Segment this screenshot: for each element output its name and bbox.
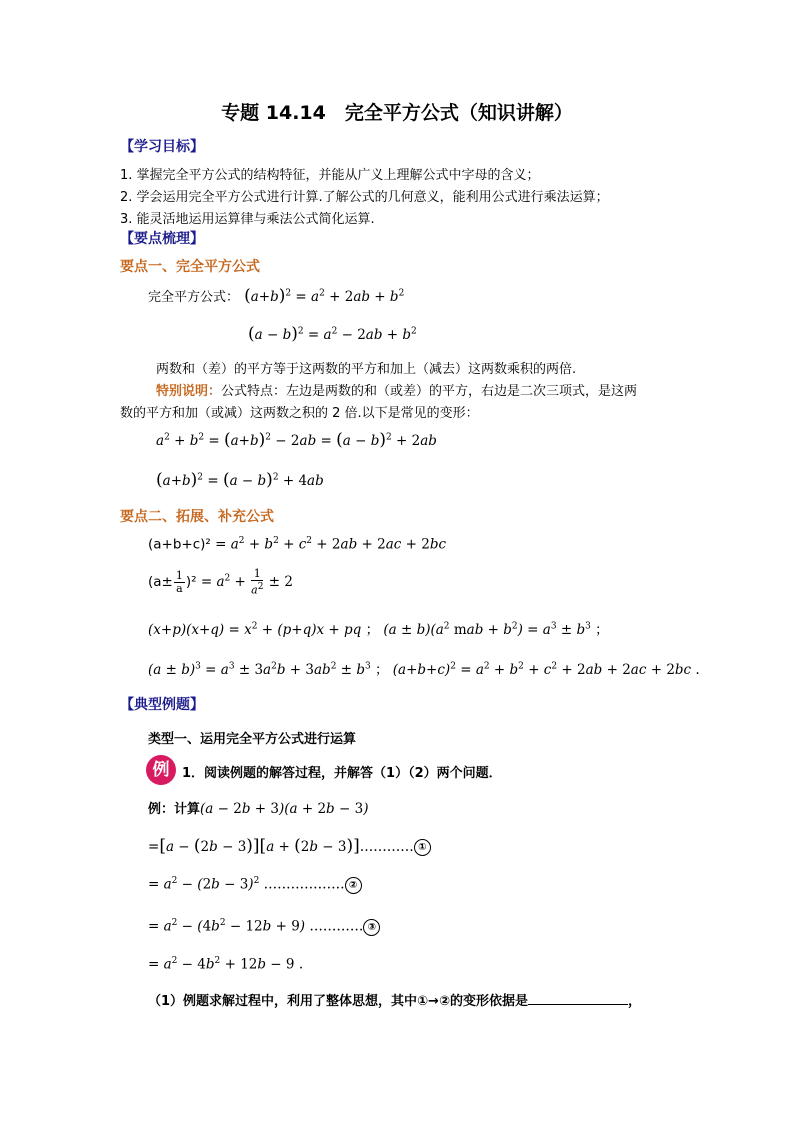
special-note-text-1: 公式特点：左边是两数的和（或差）的平方，右边是二次三项式，是这两 [221,384,638,399]
page-title: 专题 14.14 完全平方公式（知识讲解） [221,102,573,124]
formula-sum-expression: $(a+b)^2 = a^2 + 2ab + b^2$ [244,286,405,306]
points-heading: 【要点梳理】 [120,231,204,247]
fraction-one-over-a-squared: $\frac{1}{a^2}$ [251,567,264,597]
special-note-label: 特别说明： [156,384,222,399]
step-marker-3: ③ [363,919,380,936]
goals-heading: 【学习目标】 [120,139,204,155]
special-note-line-2: 数的平方和加（或减）这两数之积的 2 倍.以下是常见的变形： [120,406,479,421]
examples-heading: 【典型例题】 [120,697,204,713]
goal-item-3: 3. 能灵活地运用运算律与乘法公式简化运算. [120,212,375,227]
ext-formula-2: (a± $\frac{1}{a}$ )$^2 = a^2$ + $\frac{1}{a^2}$ ± 2 [148,567,293,597]
example-problem [148,798,368,817]
type1-heading: 类型一、运用完全平方公式进行运算 [148,732,357,747]
answer-blank[interactable] [528,992,628,1005]
question-1 [148,990,641,1009]
goal-item-1: 1. 掌握完全平方公式的结构特征，并能从广义上理解公式中字母的含义； [120,168,540,183]
question-1-end: ， [627,994,641,1009]
example-label: 例：计算 [148,802,201,817]
goal-item-2: 2. 学会运用完全平方公式进行计算.了解公式的几何意义，能利用公式进行乘法运算； [120,190,609,205]
example-badge: 例 [146,755,176,785]
ext-formula-3: $(x+p)(x+q) = x^2 + (p+q)x$ + pq ； $(a \pm b)(a^2$ mab + $b^2) = a^3 \pm b^3$ ； [148,621,609,638]
solution-step-1: =[a − (2b − 3)][a + (2b − 3)]………… ① [148,836,431,856]
variant-formula-2: $(a+b)^2 = (a - b)^2 + 4ab$ [156,470,324,490]
step-marker-1: ① [414,839,431,856]
solution-step-4: = $a^2 - 4b^2 + 12b - 9$ . [148,956,304,973]
formula-label: 完全平方公式： [148,290,240,305]
fraction-one-over-a: $\frac{1}{a}$ [175,568,183,595]
formula-square-diff: $(a - b)^2 = a^2 - 2ab + b^2$ [248,324,417,344]
formula-square-sum [148,286,404,306]
point2-heading: 要点二、拓展、补充公式 [120,509,274,525]
variant-formula-1: $a^2 + b^2 = (a+b)^2 - 2ab = (a - b)^2 + 2ab$ [156,430,437,450]
solution-step-2: = $a^2 - (2b - 3)^2$ ……………… ② [148,876,362,894]
question-1-text: （1）例题求解过程中，利用了整体思想，其中①→②的变形依据是 [148,994,528,1009]
point1-heading: 要点一、完全平方公式 [120,259,260,275]
ext-formula-4: $(a \pm b)^3 = a^3 \pm 3a^2b + 3ab^2 \pm b^3$ ； $(a+b+c)^2 = a^2 + b^2 + c^2 + 2ab + 2ac + 2bc$ . [148,661,700,678]
example-intro: 1．阅读例题的解答过程，并解答（1）（2）两个问题． [182,766,502,781]
example-expression: (a − 2b + 3)(a + 2b − 3) [200,801,369,817]
ext-formula-1: $(a+b+c)^2 = a^2 + b^2 + c^2 + 2ab + 2ac + 2bc$ [148,536,447,553]
formula-description: 两数和（差）的平方等于这两数的平方和加上（减去）这两数乘积的两倍. [156,362,577,377]
solution-step-3: = $a^2 - (4b^2 - 12b + 9)$ ………… ③ [148,918,380,936]
special-note-line-1 [156,380,637,399]
step-marker-2: ② [345,877,362,894]
